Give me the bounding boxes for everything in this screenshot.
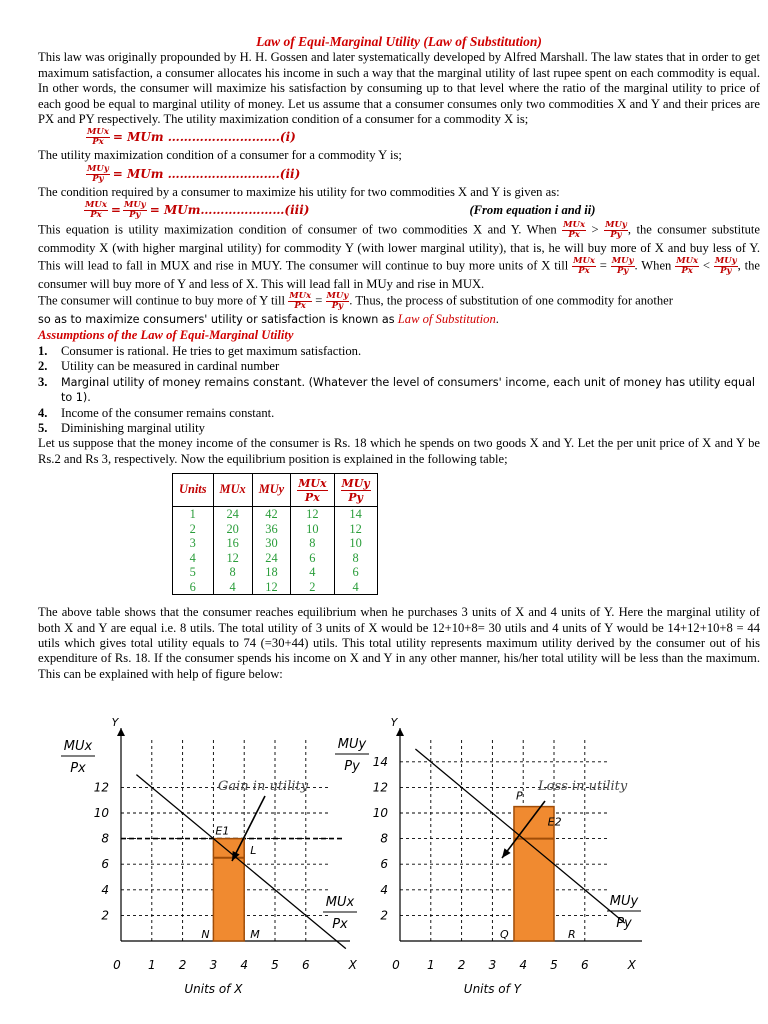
- x-tick-label: 6: [301, 958, 310, 972]
- y-label-denominator: Px: [70, 761, 86, 776]
- list-item: 5. Diminishing marginal utility: [38, 420, 205, 435]
- equation-ii: [86, 165, 760, 184]
- y-axis-arrow: [117, 728, 125, 736]
- table-cell: 3: [173, 536, 214, 551]
- x-tick-label: 4: [519, 958, 528, 972]
- y-tick-label: 10: [93, 806, 109, 820]
- annotation-arrowhead: [502, 848, 511, 858]
- p2-e: The consumer will continue to buy more of Y till: [38, 293, 286, 308]
- p2-a: This equation is utility maximization condition of consumer of two commodities X and Y. When: [38, 222, 557, 237]
- fraction-muy-py: $\frac{\text{MUy}}{Py}$: [87, 163, 109, 184]
- p2-eq: =: [599, 258, 607, 273]
- col-mux: MUx: [213, 474, 252, 507]
- equation-i: [86, 128, 760, 147]
- x-axis-title: Units of Y: [463, 982, 522, 996]
- col-muy-py: $\frac{\text{MUy}}{Py}$: [334, 474, 377, 507]
- fraction-mux-px: $\frac{\text{MUx}}{Px}$: [676, 255, 699, 276]
- law-of-substitution: Law of Substitution: [397, 312, 496, 327]
- table-cell: 20: [213, 522, 252, 537]
- fraction-1: $\frac{\text{MUx}}{Px}$: [85, 200, 107, 221]
- point-label: M: [250, 928, 260, 941]
- col-units: Units: [173, 474, 214, 507]
- table-row: [173, 536, 378, 551]
- table-cell: 6: [173, 580, 214, 595]
- table-cell: 8: [213, 565, 252, 580]
- x-tick-label: 2: [457, 958, 466, 972]
- annotation-label: Loss in utility: [538, 779, 628, 794]
- y-tick-label: 10: [372, 806, 388, 820]
- curve-label-numerator: MUx: [325, 895, 355, 910]
- y-tick-label: 14: [372, 754, 388, 769]
- table-cell: 4: [291, 565, 334, 580]
- x-tick-label: 4: [240, 958, 249, 972]
- table-cell: 8: [334, 551, 377, 566]
- fraction-mux-px: $\frac{\text{MUx}}{Px}$: [573, 255, 595, 276]
- table-cell: 16: [213, 536, 252, 551]
- col-muy: MUy: [252, 474, 290, 507]
- annotation-label: Gain in utility: [218, 779, 309, 794]
- p2-d: , the consumer will buy more of Y and less of X. This will lead fall in MUy and rise in MUX.: [38, 258, 761, 291]
- table-cell: 10: [334, 536, 377, 551]
- table-cell: 1: [173, 507, 214, 522]
- fraction-muy-py: $\frac{\text{MUy}}{Py}$: [714, 255, 737, 276]
- point-label: R: [568, 928, 576, 941]
- utility-table: [172, 473, 378, 595]
- x-tick-label: 1: [426, 958, 435, 972]
- fraction-mux-px: $\frac{\text{MUx}}{Px}$: [563, 220, 586, 241]
- x-axis-letter: X: [348, 958, 357, 972]
- table-cell: 42: [252, 507, 290, 522]
- y-tick-label: 2: [101, 908, 109, 923]
- equation-i-rhs: = MUm ……………………….(i): [112, 130, 296, 145]
- p2-lt: <: [702, 258, 711, 273]
- y-label-numerator: MUy: [337, 737, 367, 752]
- assumptions-heading: Assumptions of the Law of Equi-Marginal Utility: [38, 328, 294, 343]
- table-cell: 4: [173, 551, 214, 566]
- annotation-arrow: [232, 796, 265, 861]
- x-tick-label: 3: [209, 958, 218, 972]
- chart-gain-in-utility: [0, 716, 380, 1024]
- table-cell: 12: [291, 507, 334, 522]
- table-cell: 4: [334, 580, 377, 595]
- point-label: P: [515, 789, 523, 803]
- table-cell: 5: [173, 565, 214, 580]
- fraction-mux-px: $\frac{\text{MUx}}{Px}$: [87, 127, 109, 148]
- fraction-2: $\frac{\text{MUy}}{Py}$: [123, 200, 146, 221]
- x-tick-label: 5: [271, 958, 279, 972]
- x-axis-title: Units of X: [184, 982, 243, 996]
- x-tick-label: 0: [113, 958, 121, 972]
- table-cell: 8: [291, 536, 334, 551]
- paragraph-equilibrium: The above table shows that the consumer reaches equilibrium when he purchases 3 units of X and 4 units of Y. Here the marginal utility of both X and Y are equal i.e. 8 utils. The total utility of 3 units of X would be 12+10+8= 30 utils and 4 units of Y would be 14+12+10+8 = 44 utils which gives total utility equals to 74 (=30+44) utils. This total utility represents maximum utility derived by the consumer out of his expenditure of Rs. 18. If the consumer spends his income on X and Y in any other manner, his/her total utility will be less than the maximum. This can be explained with help of figure below:: [38, 605, 760, 681]
- shaded-area: [213, 839, 244, 941]
- table-row: [173, 551, 378, 566]
- equation-iii-rhs: = MUm…………………(iii): [149, 203, 310, 218]
- point-label: E1: [215, 824, 230, 838]
- document-page: [38, 34, 760, 682]
- y-label-numerator: MUx: [63, 739, 93, 754]
- y-tick-label: 4: [380, 882, 388, 897]
- col-mux-px: $\frac{\text{MUx}}{Px}$: [291, 474, 334, 507]
- y-axis-letter: Y: [111, 716, 119, 729]
- list-item: 4. Income of the consumer remains constant.: [38, 405, 275, 420]
- p2-gt: >: [591, 222, 599, 237]
- x-tick-label: 2: [178, 958, 187, 972]
- y-tick-label: 12: [372, 780, 388, 795]
- table-cell: 10: [291, 522, 334, 537]
- page-title: Law of Equi-Marginal Utility (Law of Substitution): [256, 34, 542, 49]
- fraction-muy-py: $\frac{\text{MUy}}{Py}$: [611, 255, 634, 276]
- table-cell: 14: [334, 507, 377, 522]
- line-two-commodities: The condition required by a consumer to maximize his utility for two commodities X and Y is given as:: [38, 184, 560, 199]
- fraction-mux-px: $\frac{\text{MUx}}{Px}$: [289, 291, 312, 312]
- y-tick-label: 6: [101, 857, 109, 872]
- table-cell: 12: [252, 580, 290, 595]
- table-cell: 24: [213, 507, 252, 522]
- table-cell: 2: [173, 522, 214, 537]
- point-label: L: [250, 843, 257, 857]
- assumptions-list: [38, 344, 760, 436]
- figures: [0, 716, 768, 1024]
- point-label: N: [201, 928, 210, 941]
- y-tick-label: 8: [380, 831, 388, 846]
- table-row: [173, 522, 378, 537]
- table-row: [173, 580, 378, 595]
- table-cell: 18: [252, 565, 290, 580]
- line-y-condition: The utility maximization condition of a consumer for a commodity Y is;: [38, 148, 402, 163]
- list-item: 2. Utility can be measured in cardinal number: [38, 359, 280, 374]
- equation-iii: [84, 201, 760, 220]
- p2-b: , the consumer substitute commodity X (with higher marginal utility) for commodity Y (with lower marginal utility), that is, he will buy more of X and buy less of Y. This will lead to fall in MUX and rise in MUY. The consumer will continue to buy more units of X till: [38, 222, 760, 273]
- curve-label-denominator: Px: [332, 917, 348, 932]
- x-tick-label: 3: [488, 958, 497, 972]
- y-tick-label: 2: [380, 908, 388, 923]
- p2-g: so as to maximize consumers' utility or satisfaction is known as: [38, 313, 395, 327]
- equation-ii-rhs: = MUm ……………………….(ii): [112, 166, 301, 181]
- paragraph-substitution: [38, 221, 760, 328]
- y-tick-label: 12: [93, 780, 109, 795]
- curve-label-denominator: Py: [616, 916, 632, 931]
- paragraph-income: Let us suppose that the money income of the consumer is Rs. 18 which he spends on two goods X and Y. Let the per unit price of X and Y be Rs.2 and Rs 3, respectively. Now the equilibrium position is explained in the following table;: [38, 436, 760, 466]
- p2-c: . When: [634, 258, 672, 273]
- p2-i: .: [495, 312, 499, 327]
- table-row: [173, 507, 378, 522]
- y-tick-label: 4: [101, 882, 109, 897]
- point-label: E2: [547, 815, 562, 829]
- table-cell: 4: [213, 580, 252, 595]
- x-axis-letter: X: [627, 958, 636, 972]
- table-cell: 6: [334, 565, 377, 580]
- table-cell: 36: [252, 522, 290, 537]
- curve-label-numerator: MUy: [609, 894, 639, 909]
- x-tick-label: 1: [147, 958, 156, 972]
- table-body: [173, 507, 378, 595]
- y-axis-arrow: [396, 728, 404, 736]
- p2-eq2: =: [315, 293, 323, 308]
- y-tick-label: 8: [101, 831, 109, 846]
- table-cell: 12: [213, 551, 252, 566]
- fraction-muy-py: $\frac{\text{MUy}}{Py}$: [326, 291, 349, 312]
- intro-paragraph: This law was originally propounded by H. H. Gossen and later systematically developed by Alfred Marshall. The law states that in order to get maximum satisfaction, a consumer allocates his income in such a way that the marginal utility of last rupee spent on each commodity is equal. In other words, the consumer will maximize his satisfaction by consuming up to that level where the ratio of the marginal utility to price of each good be equal to marginal utility of money. Let us assume that a consumer consumes only two commodities X and Y and their prices are PX and PY respectively. The utility maximization condition of a consumer for a commodity X is;: [38, 50, 760, 127]
- table-cell: 30: [252, 536, 290, 551]
- equals-sign: =: [110, 203, 121, 218]
- fraction-muy-py: $\frac{\text{MUy}}{Py}$: [605, 220, 627, 241]
- table-cell: 24: [252, 551, 290, 566]
- list-item: 1. Consumer is rational. He tries to get maximum satisfaction.: [38, 343, 362, 358]
- x-tick-label: 6: [580, 958, 589, 972]
- list-item: 3. Marginal utility of money remains constant. (Whatever the level of consumers' income, each unit of money has utility equal to 1).: [38, 374, 756, 405]
- table-row: [173, 565, 378, 580]
- table-cell: 6: [291, 551, 334, 566]
- x-tick-label: 0: [392, 958, 400, 972]
- y-label-denominator: Py: [344, 759, 360, 774]
- equation-note: (From equation i and ii): [469, 203, 596, 218]
- y-tick-label: 6: [380, 857, 388, 872]
- table-cell: 2: [291, 580, 334, 595]
- point-label: Q: [499, 928, 509, 941]
- x-tick-label: 5: [550, 958, 558, 972]
- table-cell: 12: [334, 522, 377, 537]
- p2-f: . Thus, the process of substitution of one commodity for another: [349, 293, 673, 308]
- y-axis-letter: Y: [390, 716, 398, 729]
